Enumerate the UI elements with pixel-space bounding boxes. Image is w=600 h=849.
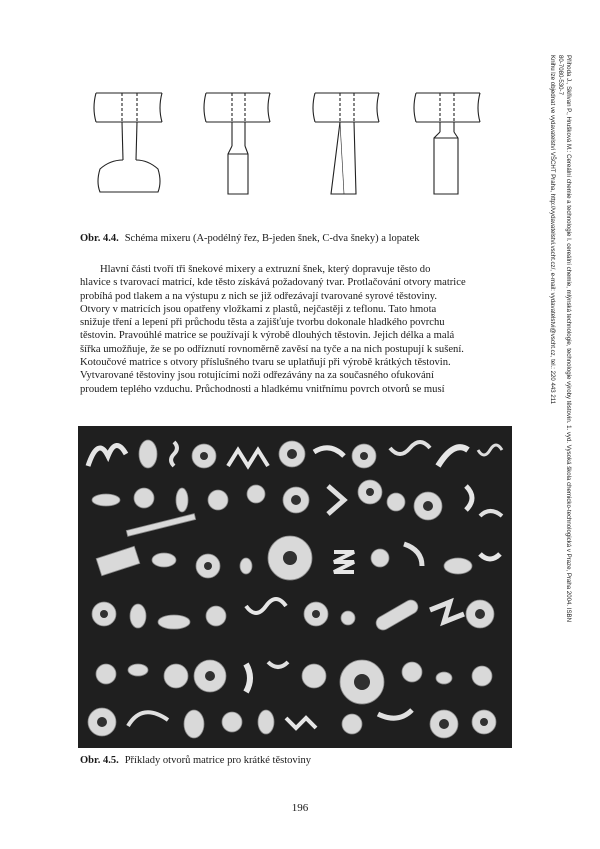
citation-side-note xyxy=(546,55,572,795)
mixer-drawing-a xyxy=(94,93,162,192)
caption-number: Obr. 4.4. xyxy=(80,233,119,244)
body-line: Vytvarované těstoviny jsou rotujícími noži odřezávány na za současného ofukování xyxy=(80,370,434,382)
mixer-schematic-figure xyxy=(88,86,488,206)
caption-text: Schéma mixeru (A-podélný řez, B-jeden šnek, C-dva šneky) a lopatek xyxy=(124,233,420,244)
mixer-drawing-d xyxy=(414,93,480,194)
body-line: Kotoučové matrice s otvory příslušného tvaru se uplatňují při výrobě krátkých těstovin. xyxy=(80,357,451,369)
body-line: proudem teplého vzduchu. Průchodnosti a hladkému vnitřnímu povrch otvorů se musí xyxy=(80,383,445,395)
page-number: 196 xyxy=(291,802,309,814)
pasta-dies-illustration xyxy=(78,426,512,748)
body-line: těstovin. Pravoúhlé matrice se používají k výrobě dlouhých těstovin. Jejich délka a malá xyxy=(80,330,455,342)
mixer-drawing-c xyxy=(313,93,379,194)
caption-text: Příklady otvorů matrice pro krátké těstoviny xyxy=(124,755,312,766)
order-info-line: Knihu lze objednat ve vydavatelství VŠCHT Praha, http://vydavatelstvi.vscht.cz/, e-mail: vydavatelstvi@vscht.cz, tel.: 220 443 211 xyxy=(548,55,556,405)
figure-caption-4-5 xyxy=(80,755,311,766)
body-line: probíhá pod tlakem a na výstupu z nich se již odřezávají tvarované syrové těstoviny. xyxy=(80,290,438,302)
isbn-line: 80-7080-530-7 xyxy=(556,55,564,95)
mixer-drawing-b xyxy=(204,93,270,194)
body-line: Otvory v matricích jsou opatřeny vložkami z plastů, nejčastěji z teflonu. Tato hmota xyxy=(80,303,437,315)
body-line: hlavice s tvarovací matricí, kde těsto získává požadovaný tvar. Protlačování otvory matrice xyxy=(80,277,466,289)
figure-caption-4-4 xyxy=(80,233,420,244)
body-line: šířka umožňuje, že se po odříznutí rovnoměrně zavěsí na tyče a na nich postupují k sušení. xyxy=(80,343,464,355)
caption-number: Obr. 4.5. xyxy=(80,755,119,766)
body-line: Hlavní části tvoří tři šnekové mixery a extruzní šnek, který dopravuje těsto do xyxy=(100,264,431,275)
citation-line: Příhoda J., Skřivan P., Hrušková M.: Cereální chemie a technologie I. cereální chemie, mlýnská technologie, technologie výroby těstovin. 1. vyd. Vysoká škola chemicko-technologická v Praze, Praha 2004. ISBN xyxy=(565,55,572,623)
matrix-dies-photo xyxy=(78,426,512,748)
body-line: snižuje tření a lepení při průchodu těsta a zajišťuje tvorbu dokonale hladkého povrchu xyxy=(80,317,445,329)
body-paragraph xyxy=(80,263,517,396)
